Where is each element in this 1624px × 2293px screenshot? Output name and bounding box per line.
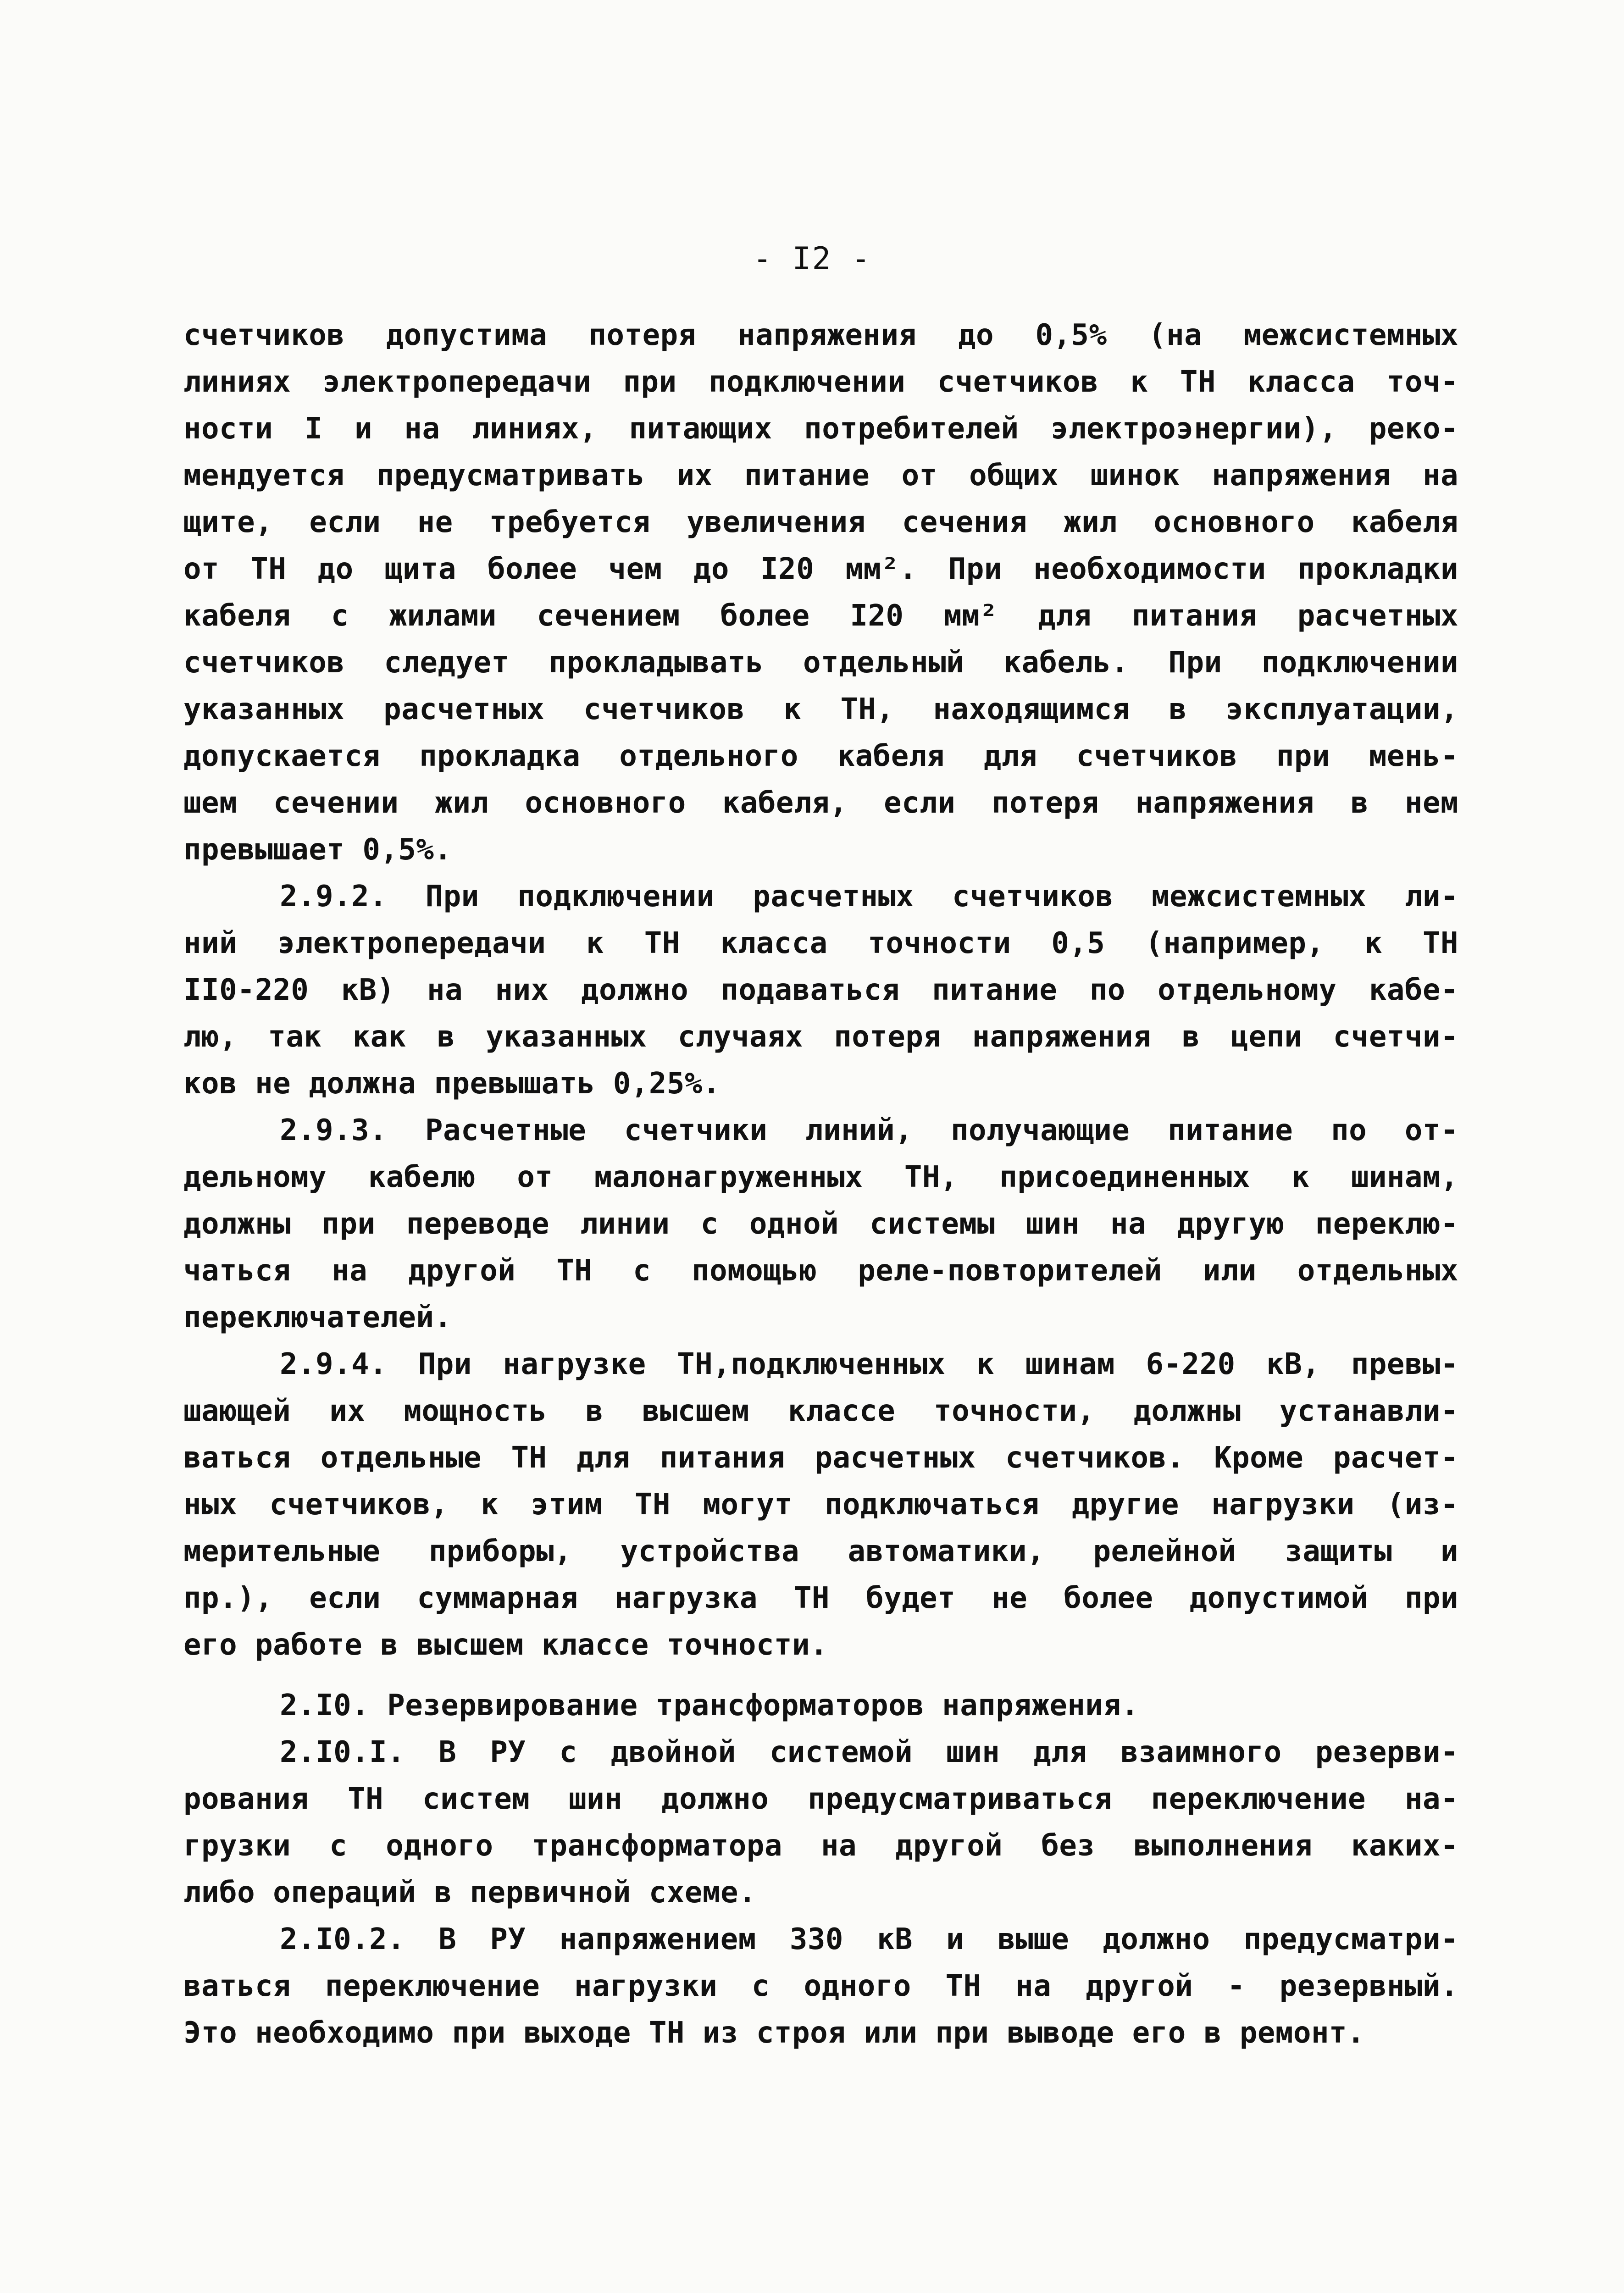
text-line: переключателей.: [183, 1301, 452, 1335]
section-heading: 2.I0. Резервирование трансформаторов напряжения.: [280, 1689, 1139, 1723]
text-line: должны при переводе линии с одной системы шин на другую переклю-: [183, 1207, 1458, 1241]
text-line: указанных расчетных счетчиков к ТН, находящимся в эксплуатации,: [183, 692, 1458, 726]
body-text: [183, 312, 1458, 2056]
text-line: ков не должна превышать 0,25%.: [183, 1067, 721, 1101]
page-number: - I2 -: [753, 241, 871, 277]
text-line: II0-220 кВ) на них должно подаваться питание по отдельному кабе-: [183, 973, 1458, 1007]
text-line: лю, так как в указанных случаях потеря напряжения в цепи счетчи-: [183, 1020, 1458, 1054]
text-line: дельному кабелю от малонагруженных ТН, присоединенных к шинам,: [183, 1160, 1458, 1194]
text-line: ваться переключение нагрузки с одного ТН на другой - резервный.: [183, 1969, 1458, 2003]
text-line: ности I и на линиях, питающих потребителей электроэнергии), реко-: [183, 412, 1458, 446]
text-line: пр.), если суммарная нагрузка ТН будет не более допустимой при: [183, 1581, 1458, 1615]
paragraph-gap: [183, 1668, 1458, 1682]
text-line: 2.9.4. При нагрузке ТН,подключенных к шинам 6-220 кВ, превы-: [280, 1347, 1458, 1381]
text-line: шающей их мощность в высшем классе точности, должны устанавли-: [183, 1394, 1458, 1428]
text-line: мерительные приборы, устройства автоматики, релейной защиты и: [183, 1534, 1458, 1568]
text-line: мендуется предусматривать их питание от общих шинок напряжения на: [183, 459, 1458, 493]
text-line: ных счетчиков, к этим ТН могут подключаться другие нагрузки (из-: [183, 1488, 1458, 1522]
text-line: шем сечении жил основного кабеля, если потеря напряжения в нем: [183, 786, 1458, 820]
text-line: от ТН до щита более чем до I20 мм². При необходимости прокладки: [183, 552, 1458, 586]
text-line: чаться на другой ТН с помощью реле-повторителей или отдельных: [183, 1254, 1458, 1288]
text-line: рования ТН систем шин должно предусматриваться переключение на-: [183, 1782, 1458, 1816]
text-line: либо операций в первичной схеме.: [183, 1876, 756, 1910]
text-line: 2.9.2. При подключении расчетных счетчиков межсистемных ли-: [280, 880, 1458, 914]
text-line: ний электропередачи к ТН класса точности 0,5 (например, к ТН: [183, 926, 1458, 960]
text-line: допускается прокладка отдельного кабеля для счетчиков при мень-: [183, 739, 1458, 773]
text-line: Это необходимо при выходе ТН из строя или при выводе его в ремонт.: [183, 2016, 1365, 2050]
text-line: счетчиков следует прокладывать отдельный кабель. При подключении: [183, 646, 1458, 680]
text-line: 2.I0.2. В РУ напряжением 330 кВ и выше должно предусматри-: [280, 1922, 1458, 1956]
text-line: линиях электропередачи при подключении счетчиков к ТН класса точ-: [183, 365, 1458, 399]
text-line: превышает 0,5%.: [183, 833, 452, 867]
text-line: его работе в высшем классе точности.: [183, 1628, 828, 1662]
text-line: 2.I0.I. В РУ с двойной системой шин для взаимного резерви-: [280, 1735, 1458, 1769]
text-line: щите, если не требуется увеличения сечения жил основного кабеля: [183, 505, 1458, 539]
text-line: 2.9.3. Расчетные счетчики линий, получающие питание по от-: [280, 1113, 1458, 1147]
text-line: кабеля с жилами сечением более I20 мм² для питания расчетных: [183, 599, 1458, 633]
text-line: счетчиков допустима потеря напряжения до 0,5% (на межсистемных: [183, 318, 1458, 352]
text-line: грузки с одного трансформатора на другой без выполнения каких-: [183, 1829, 1458, 1863]
text-line: ваться отдельные ТН для питания расчетных счетчиков. Кроме расчет-: [183, 1441, 1458, 1475]
